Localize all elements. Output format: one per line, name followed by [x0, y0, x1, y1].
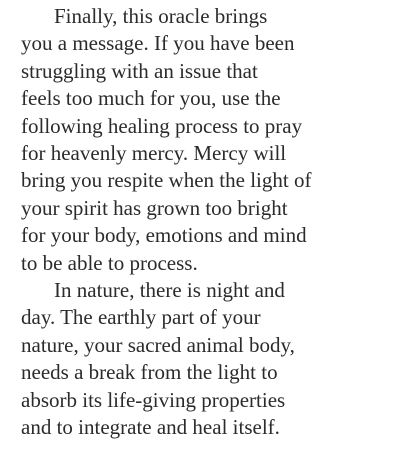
text-line: and to integrate and heal itself.: [21, 415, 280, 440]
text-line: to be able to process.: [21, 250, 198, 275]
text-line: you a message. If you have been: [21, 31, 295, 56]
text-line: for your body, emotions and mind: [21, 223, 307, 248]
text-line: bring you respite when the light of: [21, 168, 312, 193]
text-line: Finally, this oracle brings: [54, 4, 268, 28]
text-line: for heavenly mercy. Mercy will: [21, 141, 287, 166]
paragraph-1: [21, 3, 396, 277]
text-line: day. The earthly part of your: [21, 305, 261, 330]
text-line: feels too much for you, use the: [21, 86, 281, 111]
text-line: needs a break from the light to: [21, 360, 278, 385]
text-line: struggling with an issue that: [21, 58, 258, 83]
page-text: [21, 3, 396, 442]
text-line: following healing process to pray: [21, 113, 303, 138]
text-line: absorb its life-giving properties: [21, 387, 286, 412]
paragraph-2: [21, 277, 396, 441]
text-line: nature, your sacred animal body,: [21, 332, 295, 357]
text-line: In nature, there is night and: [54, 278, 285, 303]
text-line: your spirit has grown too bright: [21, 195, 288, 220]
